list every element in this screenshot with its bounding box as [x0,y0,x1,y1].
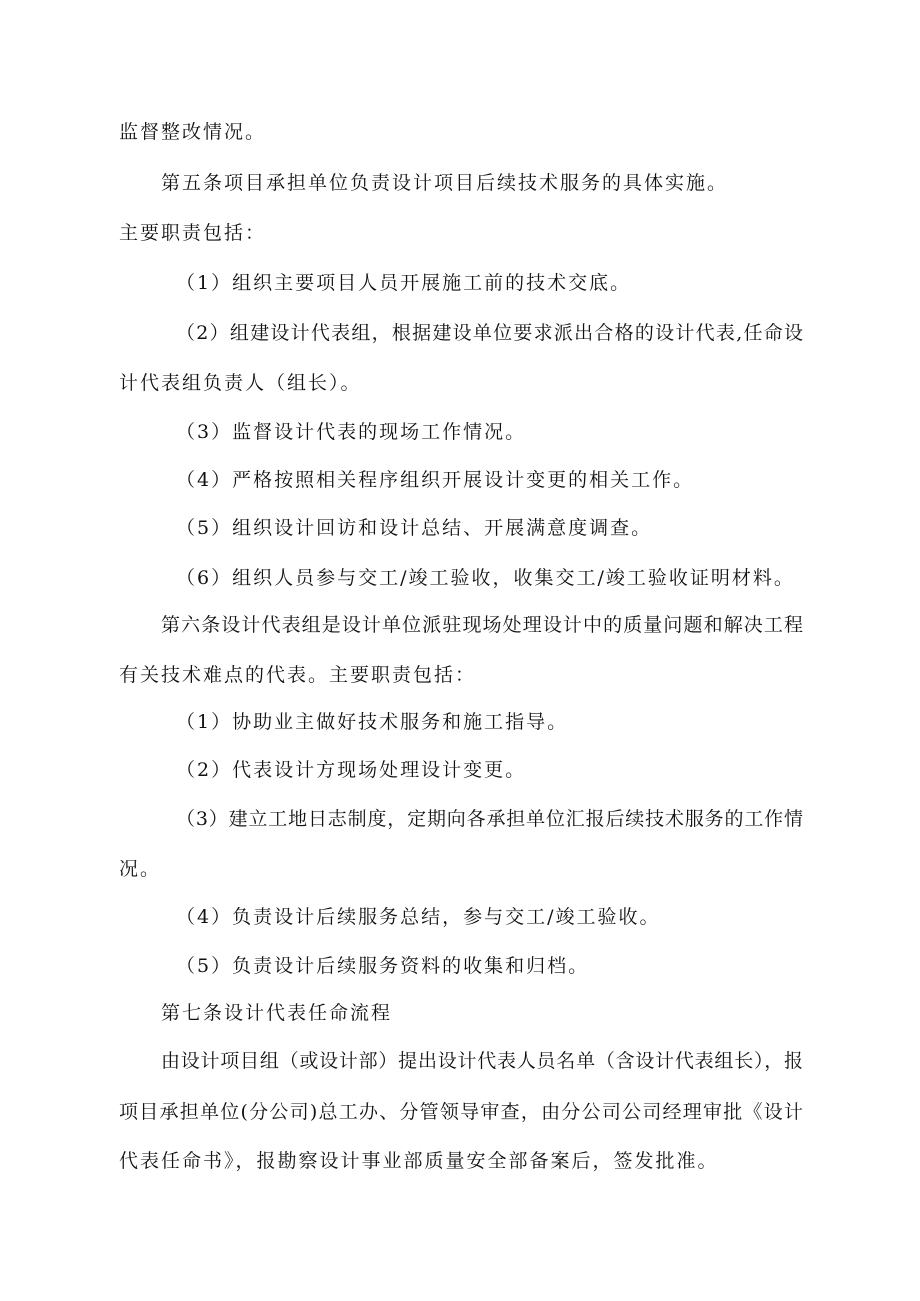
text-line: 第五条项目承担单位负责设计项目后续技术服务的具体实施。 [161,172,729,194]
text-line: 由设计项目组（或设计部）提出设计代表人员名单（含设计代表组长），报 [161,1050,803,1072]
text-line: （6）组织人员参与交工/竣工验收，收集交工/竣工验收证明材料。 [176,567,795,589]
text-line: （4）负责设计后续服务总结，参与交工/竣工验收。 [176,906,661,928]
text-line: （1）协助业主做好技术服务和施工指导。 [176,711,569,733]
text-line: 代表任命书》，报勘察设计事业部质量安全部备案后，签发批准。 [119,1150,719,1172]
text-line: （5）组织设计回访和设计总结、开展满意度调查。 [176,517,653,539]
text-line: （2）代表设计方现场处理设计变更。 [176,759,527,781]
text-line: 况。 [119,858,162,880]
text-line: （4）严格按照相关程序组织开展设计变更的相关工作。 [176,469,695,491]
text-line: 有关技术难点的代表。主要职责包括： [119,664,477,686]
text-line: 监督整改情况。 [119,121,267,143]
text-line: （2）组建设计代表组，根据建设单位要求派出合格的设计代表,任命设 [176,322,803,344]
text-line: （5）负责设计后续服务资料的收集和归档。 [176,955,590,977]
text-line: （3）建立工地日志制度，定期向各承担单位汇报后续技术服务的工作情 [176,808,803,830]
text-line: 计代表组负责人（组长）。 [119,372,362,394]
text-line: 第七条设计代表任命流程 [161,1002,393,1024]
text-line: 主要职责包括： [119,222,267,244]
text-line: （1）组织主要项目人员开展施工前的技术交底。 [176,272,632,294]
text-line: （3）监督设计代表的现场工作情况。 [176,421,527,443]
text-line: 第六条设计代表组是设计单位派驻现场处理设计中的质量问题和解决工程 [161,614,803,636]
text-line: 项目承担单位(分公司)总工办、分管领导审查，由分公司公司经理审批《设计 [119,1101,803,1123]
